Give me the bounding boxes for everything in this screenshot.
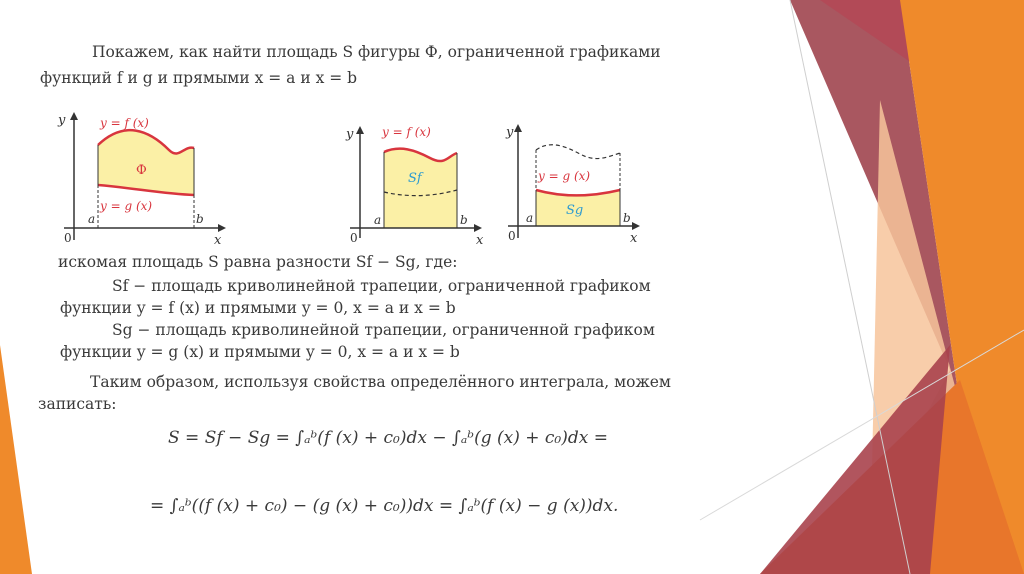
formula-line-2: = ∫ₐᵇ((f (x) + c₀) − (g (x) + c₀))dx = ∫ₐᵇ(f (x) − g (x))dx.	[150, 496, 619, 516]
x-arrow	[218, 224, 226, 232]
fig2-a: a	[374, 213, 382, 227]
curve-f-dashed	[536, 145, 620, 159]
x-arrow	[632, 222, 640, 230]
figure-sf	[340, 120, 490, 250]
fig1-f-label: y = f (x)	[100, 116, 149, 130]
sf-definition-line-2: функции y = f (x) и прямыми y = 0, x = a и x = b	[60, 299, 456, 317]
fig1-ylabel: y	[58, 113, 66, 128]
fig3-ylabel: y	[506, 125, 514, 140]
fig1-xlabel: x	[214, 233, 222, 248]
fig1-region-label: Ф	[136, 163, 147, 178]
fig3-b: b	[623, 211, 631, 225]
y-arrow	[514, 124, 522, 132]
fig1-a: a	[88, 212, 96, 226]
conclusion-line-1: Таким образом, используя свойства определённого интеграла, можем	[90, 373, 671, 391]
x-arrow	[474, 224, 482, 232]
fig3-origin: 0	[508, 229, 516, 243]
figure-phi	[44, 110, 234, 250]
sg-definition-line-1: Sg − площадь криволинейной трапеции, ограниченной графиком	[112, 321, 655, 339]
y-arrow	[356, 126, 364, 134]
fig1-origin: 0	[64, 231, 72, 245]
y-arrow	[70, 112, 78, 120]
figure-sg	[500, 120, 650, 250]
fig2-region-label: Sf	[408, 171, 422, 186]
fig2-ylabel: y	[346, 127, 354, 142]
left-orange-triangle	[0, 345, 32, 574]
difference-line: искомая площадь S равна разности Sf − Sg, где:	[58, 253, 458, 271]
sf-definition-line-1: Sf − площадь криволинейной трапеции, ограниченной графиком	[112, 277, 651, 295]
fig1-g-label: y = g (x)	[100, 199, 153, 213]
conclusion-line-2: записать:	[38, 395, 117, 413]
sg-definition-line-2: функции y = g (x) и прямыми y = 0, x = a и x = b	[60, 343, 460, 361]
intro-line-2: функций f и g и прямыми x = a и x = b	[40, 69, 358, 87]
fig2-f-label: y = f (x)	[382, 125, 431, 139]
formula-line-1: S = Sf − Sg = ∫ₐᵇ(f (x) + c₀)dx − ∫ₐᵇ(g (x) + c₀)dx =	[168, 428, 608, 448]
fig2-b: b	[460, 213, 468, 227]
fig3-g-label: y = g (x)	[538, 169, 591, 183]
fig1-b: b	[196, 212, 204, 226]
fig3-a: a	[526, 211, 534, 225]
bottom-maroon-wedge	[760, 345, 950, 574]
fig2-origin: 0	[350, 231, 358, 245]
fig3-xlabel: x	[630, 231, 638, 246]
fig3-region-label: Sg	[566, 203, 584, 218]
intro-line-1: Покажем, как найти площадь S фигуры Ф, ограниченной графиками	[92, 43, 661, 61]
fig2-xlabel: x	[476, 233, 484, 248]
